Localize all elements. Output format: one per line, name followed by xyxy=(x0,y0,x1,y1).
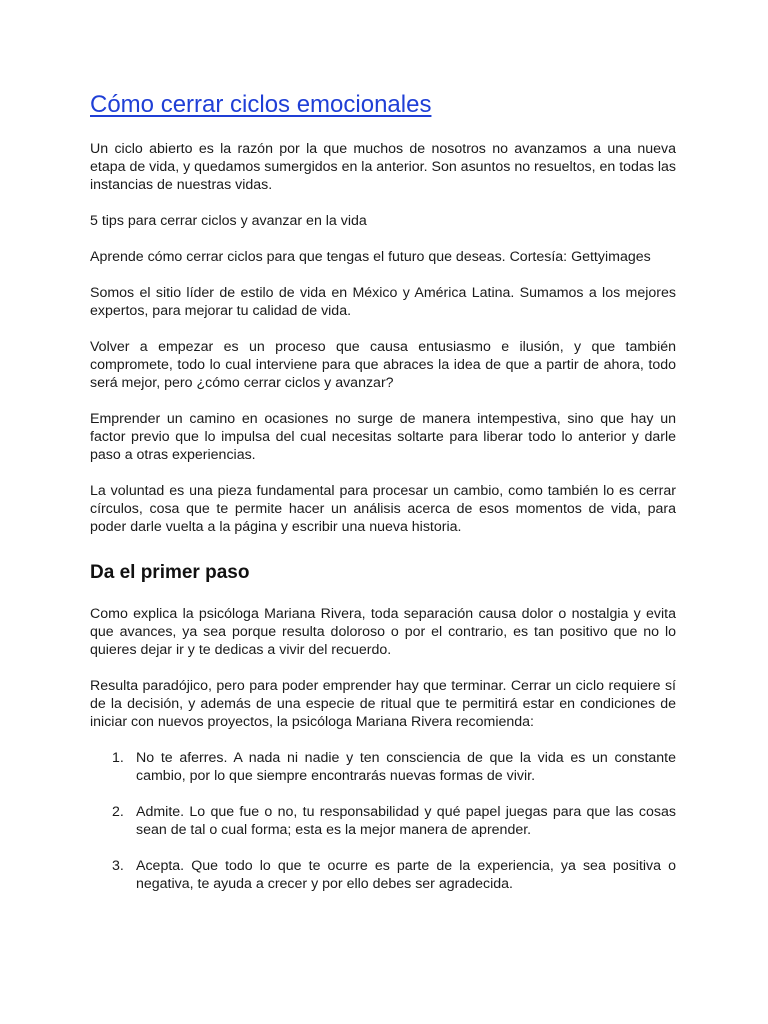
body-paragraph: Emprender un camino en ocasiones no surge de manera intempestiva, sino que hay un factor previo que lo impulsa del cual necesitas soltarte para liberar todo lo anterior y darle paso a otras experiencias. xyxy=(90,411,676,463)
section-paragraph: Como explica la psicóloga Mariana Rivera, toda separación causa dolor o nostalgia y evita que avances, ya sea porque resulta doloroso o por el contrario, es tan positivo que no lo quieres dejar ir y te dedicas a vivir del recuerdo. xyxy=(90,606,676,658)
body-paragraph: La voluntad es una pieza fundamental para procesar un cambio, como también lo es cerrar círculos, cosa que te permite hacer un análisis acerca de esos momentos de vida, para poder darle vuelta a la página y escribir una nueva historia. xyxy=(90,483,676,535)
image-caption: Aprende cómo cerrar ciclos para que tengas el futuro que deseas. Cortesía: Gettyimages xyxy=(90,249,651,265)
list-item-text: Admite. Lo que fue o no, tu responsabilidad y qué papel juegas para que las cosas sean de tal o cual forma; esta es la mejor manera de aprender. xyxy=(136,804,676,838)
list-item-number: 3. xyxy=(112,858,124,874)
tips-subtitle: 5 tips para cerrar ciclos y avanzar en la vida xyxy=(90,213,367,229)
site-description-paragraph: Somos el sitio líder de estilo de vida en México y América Latina. Sumamos a los mejores expertos, para mejorar tu calidad de vida. xyxy=(90,285,676,319)
document-page xyxy=(90,90,676,911)
list-item-text: No te aferres. A nada ni nadie y ten consciencia de que la vida es un constante cambio, por lo que siempre encontrarás nuevas formas de vivir. xyxy=(136,750,676,784)
body-paragraph: Volver a empezar es un proceso que causa entusiasmo e ilusión, y que también compromete, todo lo cual interviene para que abraces la idea de que a partir de ahora, todo será mejor, pero ¿cómo cerrar ciclos y avanzar? xyxy=(90,339,676,391)
list-item-number: 2. xyxy=(112,804,124,820)
list-item-text: Acepta. Que todo lo que te ocurre es parte de la experiencia, ya sea positiva o negativa, te ayuda a crecer y por ello debes ser agradecida. xyxy=(136,858,676,892)
tips-list xyxy=(90,749,676,893)
section-heading: Da el primer paso xyxy=(90,562,250,583)
list-item-number: 1. xyxy=(112,750,124,766)
list-item xyxy=(90,749,676,785)
list-item xyxy=(90,803,676,839)
intro-paragraph: Un ciclo abierto es la razón por la que muchos de nosotros no avanzamos a una nueva etapa de vida, y quedamos sumergidos en la anterior. Son asuntos no resueltos, en todas las instancias de nuestras vidas. xyxy=(90,141,676,193)
list-item xyxy=(90,857,676,893)
document-title-link[interactable]: Cómo cerrar ciclos emocionales xyxy=(90,91,432,118)
section-paragraph: Resulta paradójico, pero para poder emprender hay que terminar. Cerrar un ciclo requiere sí de la decisión, y además de una especie de ritual que te permitirá estar en condiciones de iniciar con nuevos proyectos, la psicóloga Mariana Rivera recomienda: xyxy=(90,678,676,730)
